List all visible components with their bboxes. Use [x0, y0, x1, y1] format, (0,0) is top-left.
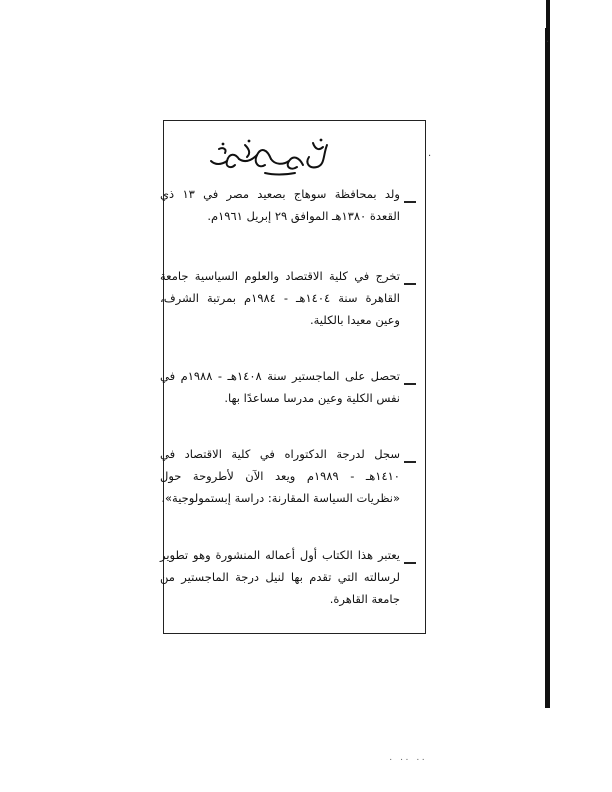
bullet-dash — [404, 201, 416, 203]
scan-speck: · — [546, 37, 550, 48]
page-footer-mark: ٠٠ ٠٠ ٠ — [388, 755, 426, 765]
frame-speck: · — [428, 151, 432, 162]
bio-entry-birth: ولد بمحافظة سوهاج بصعيد مصر في ١٣ ذي القعدة ١٣٨٠هـ الموافق ٢٩ إبريل ١٩٦١م. — [160, 187, 400, 223]
bullet-dash — [404, 461, 416, 463]
calligraphy-signature-image — [205, 135, 335, 179]
bio-entry-graduation: تخرج في كلية الاقتصاد والعلوم السياسية جامعة القاهرة سنة ١٤٠٤هـ - ١٩٨٤م بمرتبة الشرف، وعين معيدا بالكلية. — [160, 269, 400, 327]
bullet-dash — [404, 383, 416, 385]
bio-entry-book: يعتبر هذا الكتاب أول أعماله المنشورة وهو تطوير لرسالته التي تقدم بها لنيل درجة الماجستير من جامعة القاهرة. — [160, 548, 400, 606]
author-signature — [205, 135, 335, 179]
bullet-dash — [404, 283, 416, 285]
bullet-dash — [404, 562, 416, 564]
bio-entry-doctorate: سجل لدرجة الدكتوراه في كلية الاقتصاد في ١٤١٠هـ - ١٩٨٩م ويعد الآن لأطروحة حول «نظريات السياسة المقارنة: دراسة إبستمولوجية». — [160, 447, 400, 505]
scan-edge-right — [545, 28, 550, 708]
bio-entry-masters: تحصل على الماجستير سنة ١٤٠٨هـ - ١٩٨٨م في نفس الكلية وعين مدرسا مساعدًا بها. — [160, 369, 400, 405]
